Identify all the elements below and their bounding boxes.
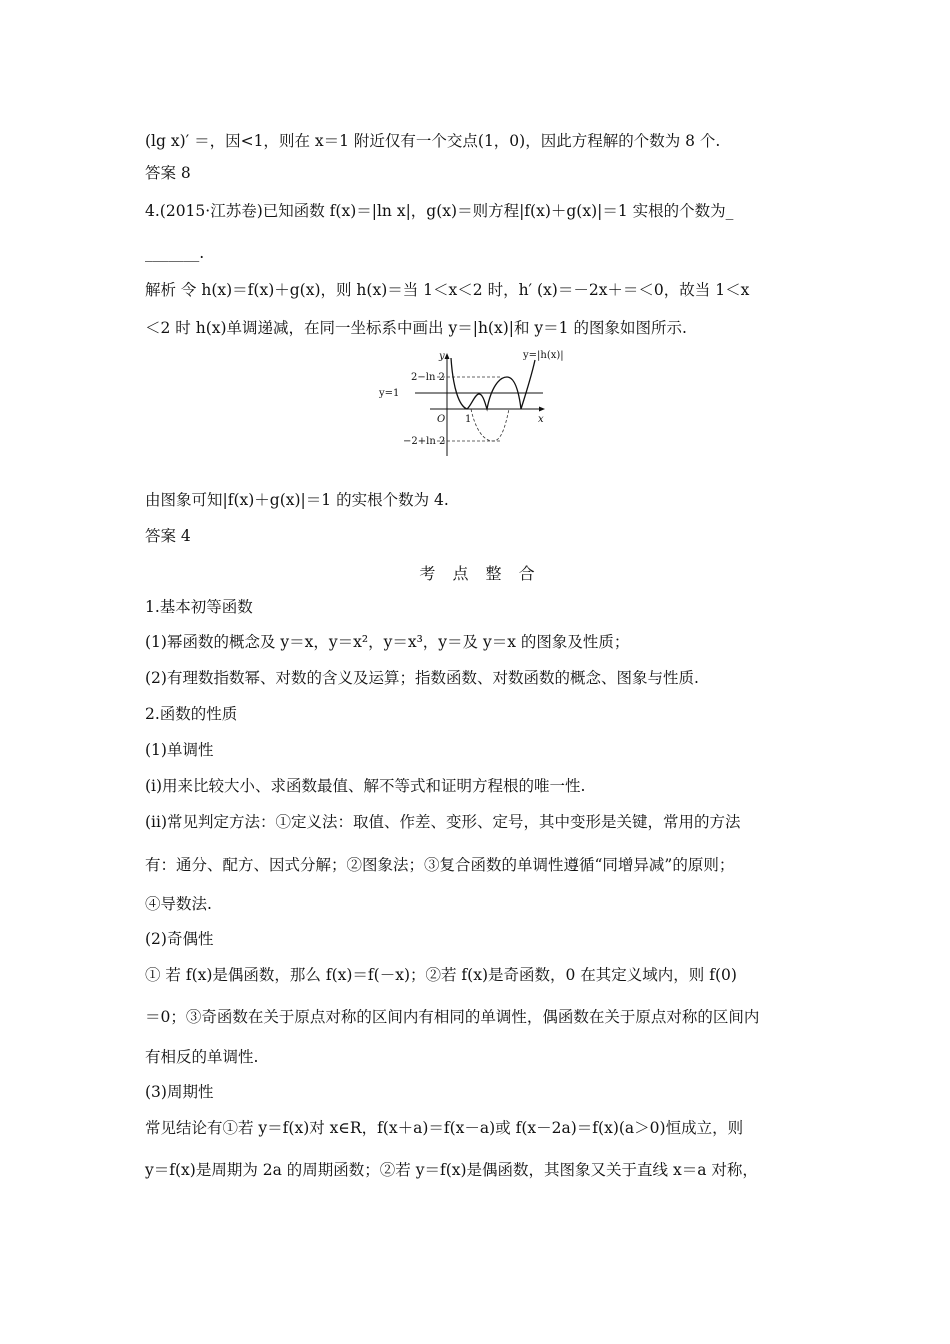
parity-heading: (2)奇偶性 <box>145 930 214 948</box>
parity-line-3: 有相反的单调性. <box>145 1048 259 1066</box>
label-neg2-plus-ln2: −2+ln 2 <box>403 436 446 447</box>
conclusion-line: 由图象可知|f(x)＋g(x)|＝1 的实根个数为 4. <box>145 491 449 509</box>
function-properties-heading: 2.函数的性质 <box>145 705 238 723</box>
function-graph <box>375 348 595 460</box>
analysis-line-2: ＜2 时 h(x)单调递减，在同一坐标系中画出 y＝|h(x)|和 y＝1 的图象如图所示. <box>145 319 687 337</box>
x-axis-label: x <box>538 414 544 425</box>
x-axis-arrow <box>539 407 545 412</box>
monotonicity-heading: (1)单调性 <box>145 741 214 759</box>
basic-functions-heading: 1.基本初等函数 <box>145 598 253 616</box>
curve-label: y=|h(x)| <box>523 350 564 361</box>
monotonicity-item-ii-line-1: (ⅱ)常见判定方法：①定义法：取值、作差、变形、定号，其中变形是关键，常用的方法 <box>145 813 741 831</box>
periodicity-heading: (3)周期性 <box>145 1083 214 1101</box>
monotonicity-item-ii-line-2: 有：通分、配方、因式分解；②图象法；③复合函数的单调性遵循“同增异减”的原则； <box>145 856 735 874</box>
analysis-line-1: 解析 令 h(x)＝f(x)＋g(x)，则 h(x)＝当 1＜x＜2 时，h′ (x)＝－2x＋＝＜0，故当 1＜x <box>145 281 750 299</box>
basic-functions-item-2: (2)有理数指数幂、对数的含义及运算；指数函数、对数函数的概念、图象与性质. <box>145 669 699 687</box>
label-origin: O <box>437 414 446 425</box>
line-1: (lg x)′ ＝，因<1，则在 x＝1 附近仅有一个交点(1，0)，因此方程解的个数为 8 个. <box>145 132 721 150</box>
section-heading: 考 点 整 合 <box>419 564 541 583</box>
y-axis-label: y <box>439 351 445 362</box>
basic-functions-item-1: (1)幂函数的概念及 y＝x，y＝x²，y＝x³，y＝及 y＝x 的图象及性质； <box>145 633 630 651</box>
periodicity-line-1: 常见结论有①若 y＝f(x)对 x∈R，f(x＋a)＝f(x－a)或 f(x－2a)＝f(x)(a＞0)恒成立，则 <box>145 1119 744 1137</box>
label-2-minus-ln2: 2−ln 2 <box>411 372 445 383</box>
label-y-equals-1: y=1 <box>379 388 400 399</box>
answer-1: 答案 8 <box>145 164 191 182</box>
periodicity-line-2: y＝f(x)是周期为 2a 的周期函数；②若 y＝f(x)是偶函数，其图象又关于直线 x＝a 对称， <box>145 1161 758 1179</box>
answer-4: 答案 4 <box>145 527 191 545</box>
dashed-h-curve <box>471 409 509 441</box>
monotonicity-item-i: (ⅰ)用来比较大小、求函数最值、解不等式和证明方程根的唯一性. <box>145 777 586 795</box>
label-one: 1 <box>465 414 472 425</box>
y-axis-arrow <box>445 353 450 359</box>
abs-h-curve <box>451 358 535 409</box>
parity-line-1: ① 若 f(x)是偶函数，那么 f(x)＝f(－x)；②若 f(x)是奇函数，0 在其定义域内，则 f(0) <box>145 966 737 984</box>
parity-line-2: ＝0；③奇函数在关于原点对称的区间内有相同的单调性，偶函数在关于原点对称的区间内 <box>145 1008 760 1026</box>
function-graph-figure <box>375 348 595 460</box>
problem-4-line-1: 4.(2015·江苏卷)已知函数 f(x)＝|ln x|，g(x)＝则方程|f(x)＋g(x)|＝1 实根的个数为_ <box>145 202 734 220</box>
monotonicity-item-ii-line-3: ④导数法. <box>145 895 212 913</box>
problem-4-line-2: _______. <box>145 244 205 262</box>
